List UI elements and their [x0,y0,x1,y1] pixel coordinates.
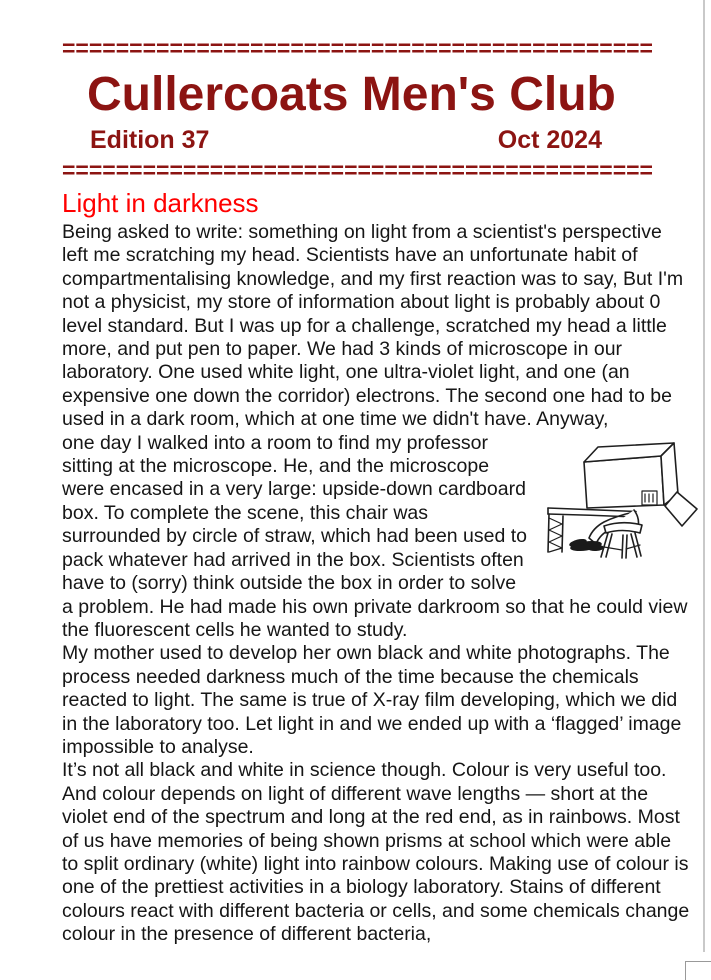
separator-line-top: ============================================ [62,39,653,57]
article-body [62,221,692,947]
cardboard-box-illustration [534,434,706,586]
date-label: Oct 2024 [497,126,602,154]
page-content [62,0,692,947]
paragraph-3: My mother used to develop her own black and white photographs. The process needed darkness much of the time because the chemicals reacted to light. The same is true of X-ray film developing, which we did in the laboratory too. Let light in and we ended up with a ‘flagged’ image impossible to analyse. [62,642,682,758]
masthead [62,39,692,179]
article [62,188,692,947]
newsletter-title: Cullercoats Men's Club [87,68,616,121]
separator-line-bottom: ============================================ [62,161,653,179]
page-corner-mark [685,961,711,980]
edition-label: Edition 37 [90,126,210,154]
professor-under-cardboard-box-sketch-svg [534,434,706,586]
edition-row [62,125,662,155]
article-heading: Light in darkness [62,188,259,218]
paragraph-1: Being asked to write: something on light from a scientist's perspective left me scratching my head. Scientists have an unfortunate habit of compartmentalising knowledge, and my first reaction was to say, But I'm not a physicist, my store of information about light is probably about 0 level standard. But I was up for a challenge, scratched my head a little more, and put pen to paper. We had 3 kinds of microscope in our laboratory. One used white light, one ultra-violet light, and one (an expensive one down the corridor) electrons. The second one had to be used in a dark room, which at one time we didn't have. Anyway, [62,221,684,431]
paragraph-4: It’s not all black and white in science though. Colour is very useful too. And colour depends on light of different wave lengths — short at the violet end of the spectrum and long at the red end, as in rainbows. Most of us have memories of being shown prisms at school which were able to split ordinary (white) light into rainbow colours. Making use of colour is one of the prettiest activities in a biology laboratory. Stains of different colours react with different bacteria or cells, and some chemicals change colour in the presence of different bacteria, [62,759,690,946]
paragraph-2: one day I walked into a room to find my professor sitting at the microscope. He, and the microscope were encased in a very large: upside-down cardboard box. To complete the scene, this chair was surrounded by circle of straw, which had been used to pack whatever had arrived in the box. Scientists often have to (sorry) think outside the box in order to solve a problem. He had made his own private darkroom so that he could view the fluorescent cells he wanted to study. [62,431,688,641]
